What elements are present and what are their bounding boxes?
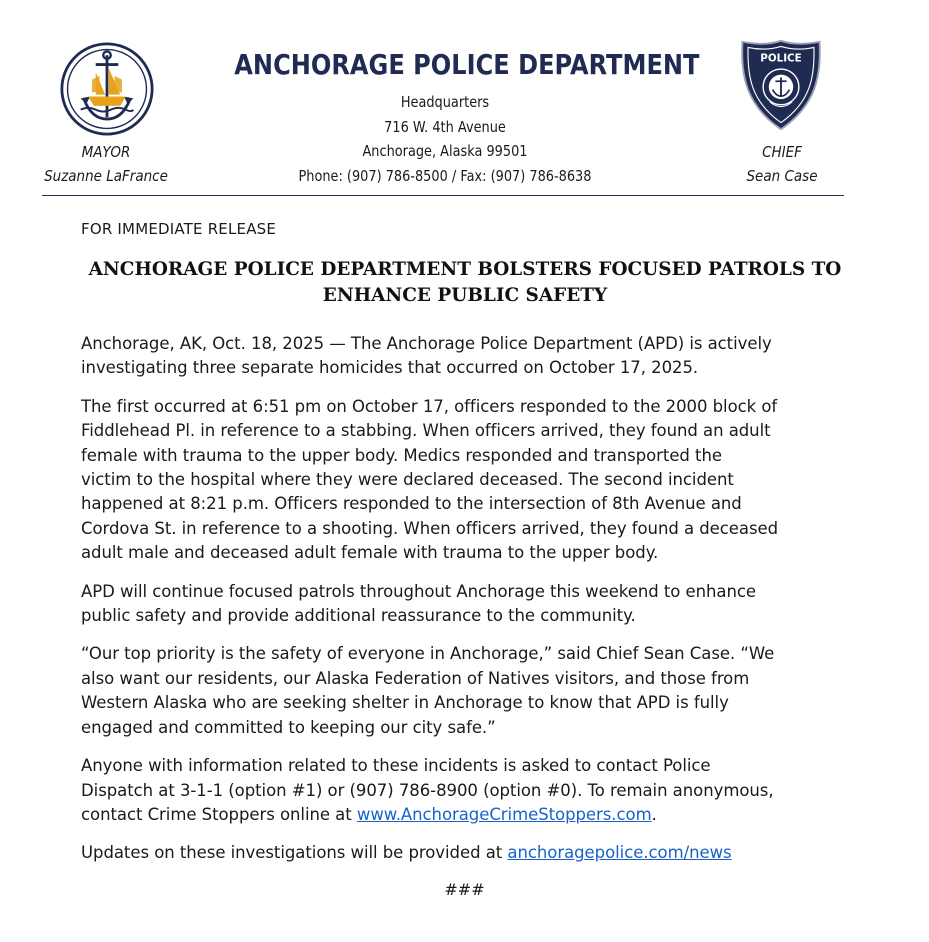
crime-stoppers-link[interactable]: www.AnchorageCrimeStoppers.com (356, 804, 652, 824)
paragraph-line: adult male and deceased adult female with trauma to the upper body. (81, 543, 659, 563)
press-release-body (81, 332, 851, 880)
mayor-title: MAYOR (81, 143, 131, 161)
paragraph-contact-info (81, 754, 851, 827)
paragraph-line: female with trauma to the upper body. Medics responded and transported the (81, 445, 722, 465)
address-line-city: Anchorage, Alaska 99501 (362, 142, 528, 160)
mayor-name: Suzanne LaFrance (44, 167, 168, 185)
paragraph-line: engaged and committed to keeping our city safe.” (81, 717, 496, 737)
contact-line-suffix: . (651, 804, 657, 824)
paragraph-line: APD will continue focused patrols throughout Anchorage this weekend to enhance (81, 581, 757, 601)
headline-line-1: ANCHORAGE POLICE DEPARTMENT BOLSTERS FOCUSED PATROLS TO (88, 258, 842, 280)
department-name: ANCHORAGE POLICE DEPARTMENT (234, 48, 700, 81)
address-line-phone-fax: Phone: (907) 786-8500 / Fax: (907) 786-8638 (298, 166, 592, 185)
paragraph-line: “Our top priority is the safety of everyone in Anchorage,” said Chief Sean Case. “We (81, 644, 775, 664)
paragraph-incidents (81, 395, 851, 566)
chief-name: Sean Case (746, 167, 818, 185)
headline-line-2: ENHANCE PUBLIC SAFETY (322, 284, 608, 306)
paragraph-line: victim to the hospital where they were declared deceased. The second incident (81, 470, 734, 490)
department-address (250, 90, 640, 188)
paragraph-line: also want our residents, our Alaska Federation of Natives visitors, and those from (81, 668, 750, 688)
paragraph-line: public safety and provide additional reassurance to the community. (81, 606, 636, 626)
end-of-release-marks: ### (444, 880, 485, 899)
paragraph-line: Dispatch at 3-1-1 (option #1) or (907) 786-8900 (option #0). To remain anonymous, (81, 780, 774, 800)
paragraph-line: Cordova St. in reference to a shooting. When officers arrived, they found a deceased (81, 518, 779, 538)
press-release-headline (60, 256, 870, 308)
updates-line-prefix: Updates on these investigations will be provided at (81, 843, 508, 863)
badge-police-text: POLICE (760, 52, 802, 65)
address-line-street: 716 W. 4th Avenue (384, 117, 506, 136)
chief-title: CHIEF (762, 143, 802, 161)
municipality-seal-icon (60, 42, 154, 136)
paragraph-updates (81, 841, 851, 865)
contact-line-prefix: contact Crime Stoppers online at (81, 804, 357, 824)
letterhead (0, 0, 929, 200)
paragraph-line: Western Alaska who are seeking shelter in Anchorage to know that APD is fully (81, 693, 729, 713)
paragraph-patrols (81, 580, 851, 629)
paragraph-line (81, 803, 851, 827)
paragraph-intro (81, 332, 851, 381)
paragraph-line: investigating three separate homicides that occurred on October 17, 2025. (81, 358, 699, 378)
release-label: FOR IMMEDIATE RELEASE (81, 220, 277, 238)
paragraph-chief-quote (81, 642, 851, 740)
paragraph-line (81, 841, 851, 865)
police-news-link[interactable]: anchoragepolice.com/news (507, 843, 732, 863)
mayor-signature-block (16, 140, 196, 188)
paragraph-line: The first occurred at 6:51 pm on October 17, officers responded to the 2000 block of (81, 396, 778, 416)
chief-signature-block (692, 140, 872, 188)
police-badge-icon (738, 38, 824, 132)
address-line-headquarters: Headquarters (400, 93, 490, 111)
paragraph-line: Anyone with information related to these incidents is asked to contact Police (81, 756, 711, 776)
header-divider (42, 195, 844, 196)
paragraph-line: Fiddlehead Pl. in reference to a stabbing. When officers arrived, they found an adult (81, 421, 771, 441)
paragraph-line: Anchorage, AK, Oct. 18, 2025 — The Anchorage Police Department (APD) is actively (81, 334, 772, 353)
paragraph-line: happened at 8:21 p.m. Officers responded to the intersection of 8th Avenue and (81, 494, 742, 514)
